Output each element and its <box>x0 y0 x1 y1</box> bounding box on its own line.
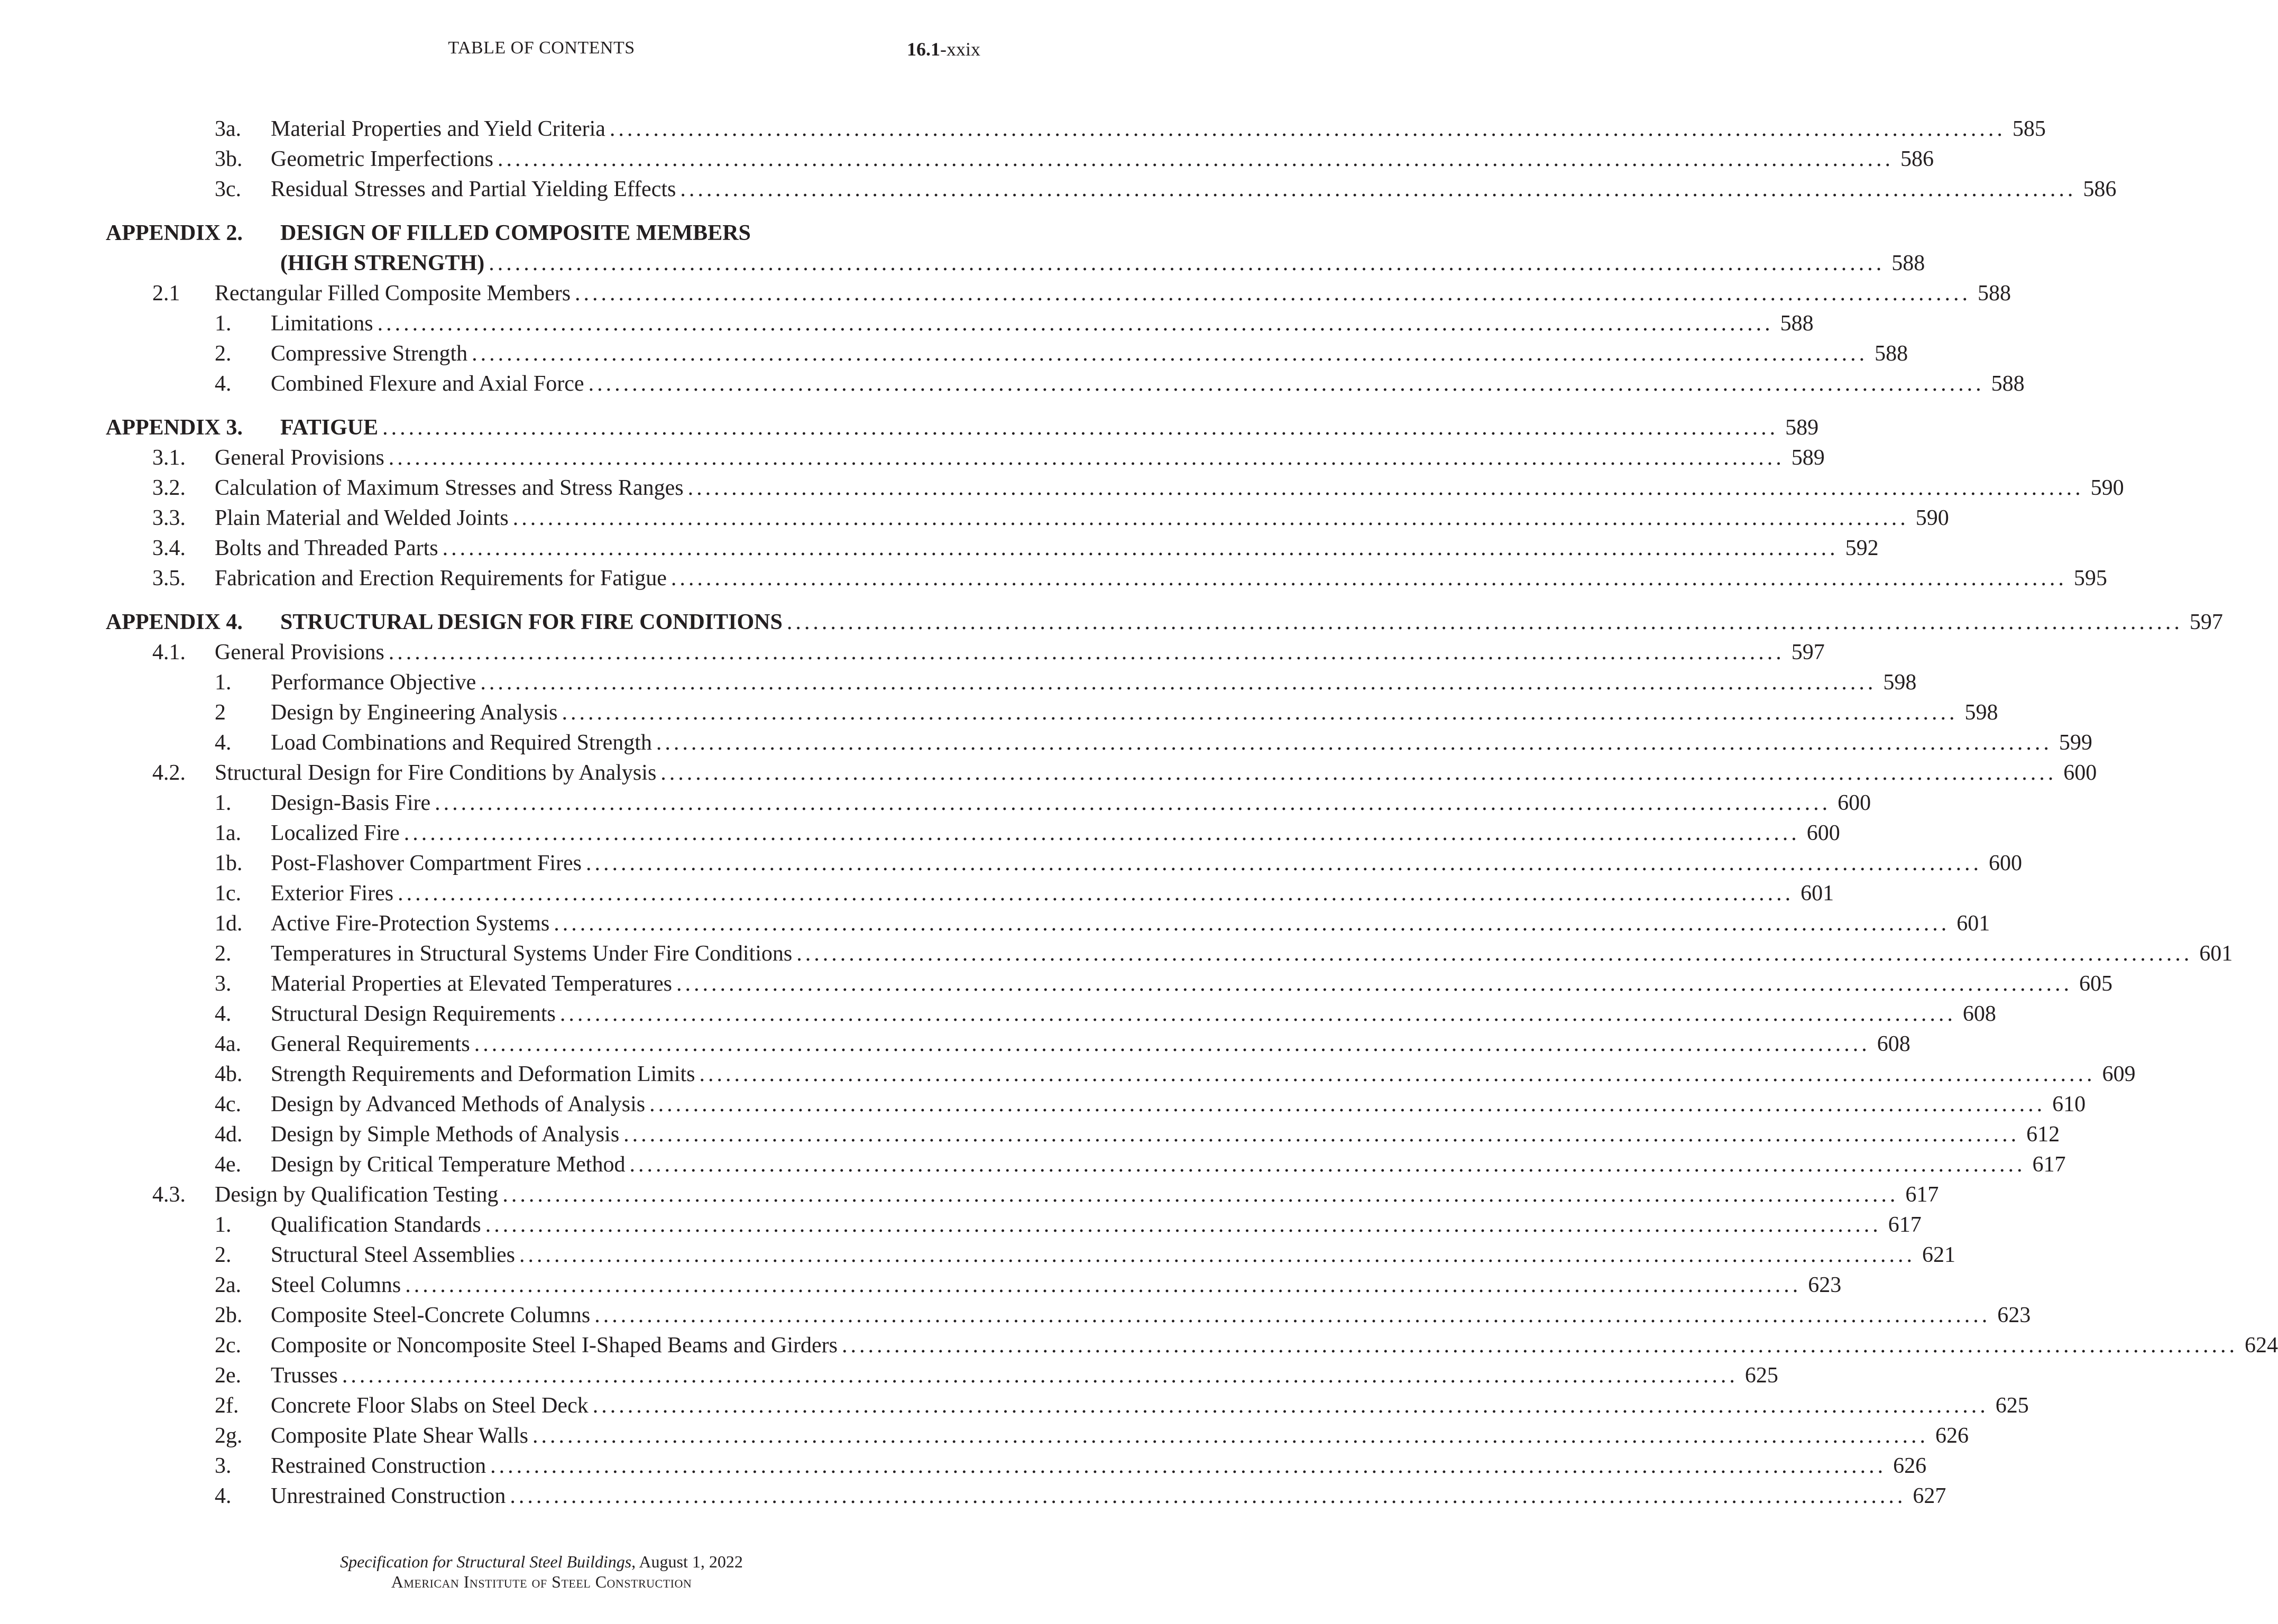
toc-entry-line <box>271 1421 1969 1451</box>
toc-entry-page: 589 <box>1785 416 1819 440</box>
toc-entry-title: Temperatures in Structural Systems Under Fire Conditions <box>271 942 793 966</box>
toc-entry-title: Design by Advanced Methods of Analysis <box>271 1092 646 1116</box>
toc-entry-number: 3.4. <box>152 536 186 560</box>
toc-entry-line <box>271 788 1871 818</box>
toc-entry-line <box>215 638 1825 668</box>
toc-entry-number: 4a. <box>215 1032 242 1056</box>
toc-entry-title: General Provisions <box>215 640 384 665</box>
toc-subsection-entry[interactable] <box>106 339 1908 369</box>
toc-entry-number: 4. <box>215 372 232 396</box>
toc-entry-number: 4. <box>215 731 232 755</box>
toc-entry-page: 601 <box>1801 881 1834 906</box>
toc-entry-title: Combined Flexure and Axial Force <box>271 372 584 396</box>
toc-entry-page: 627 <box>1913 1484 1946 1508</box>
toc-appendix-entry[interactable] <box>106 413 1819 443</box>
running-header-page-number <box>907 38 980 60</box>
toc-entry-page: 597 <box>1791 640 1825 665</box>
dot-leader: ................................................................................................................................................................ <box>656 731 2052 755</box>
toc-entry-page: 610 <box>2052 1092 2086 1116</box>
toc-entry-number: 1. <box>215 791 232 815</box>
toc-entry-title: Restrained Construction <box>271 1454 486 1478</box>
toc-subsection-entry[interactable] <box>106 668 1917 698</box>
dot-leader: ................................................................................................................................................................ <box>442 536 1839 560</box>
toc-entry-title: Composite Steel-Concrete Columns <box>271 1303 591 1327</box>
toc-entry-page: 625 <box>1744 1363 1778 1388</box>
dot-leader: ................................................................................................................................................................ <box>687 476 2084 500</box>
toc-entry-line <box>280 218 980 248</box>
dot-leader: ................................................................................................................................................................ <box>490 1454 1887 1478</box>
toc-entry-line <box>271 1029 1910 1059</box>
toc-entry-number: 3.5. <box>152 566 186 590</box>
toc-subsection-entry[interactable] <box>106 144 1934 174</box>
toc-entry-title: Bolts and Threaded Parts <box>215 536 438 560</box>
toc-entry-title: Calculation of Maximum Stresses and Stress Ranges <box>215 476 684 500</box>
toc-entry-title: Qualification Standards <box>271 1213 481 1237</box>
dot-leader: ................................................................................................................................................................ <box>502 1183 1899 1207</box>
toc-entry-line <box>215 473 2124 503</box>
toc-entry-title: (HIGH STRENGTH) <box>280 251 485 275</box>
toc-entry-number: 4. <box>215 1484 232 1508</box>
toc-entry-number: 2. <box>215 942 232 966</box>
toc-section-entry[interactable] <box>106 279 2011 309</box>
dot-leader: ................................................................................................................................................................ <box>629 1152 2026 1177</box>
dot-leader: ................................................................................................................................................................ <box>403 821 1800 845</box>
toc-entry-number: 2 <box>215 700 226 725</box>
toc-entry-line <box>271 1391 2029 1421</box>
dot-leader: ................................................................................................................................................................ <box>398 881 1794 906</box>
toc-subsection-entry[interactable] <box>106 369 2025 399</box>
dot-leader: ................................................................................................................................................................ <box>623 1122 2020 1147</box>
toc-appendix-entry[interactable] <box>106 248 1925 279</box>
toc-entry-page: 588 <box>1780 311 1814 336</box>
dot-leader: ................................................................................................................................................................ <box>786 610 2183 634</box>
toc-entry-line <box>280 413 1819 443</box>
toc-entry-number: 3. <box>215 972 232 996</box>
dot-leader: ................................................................................................................................................................ <box>609 117 2006 141</box>
toc-entry-page: 621 <box>1922 1243 1955 1267</box>
toc-entry-title: Composite or Noncomposite Steel I-Shaped Beams and Girders <box>271 1333 838 1358</box>
toc-entry-title: Post-Flashover Compartment Fires <box>271 851 582 875</box>
toc-entry-page: 588 <box>1991 372 2025 396</box>
toc-entry-page: 599 <box>2059 731 2092 755</box>
footer-date: , August 1, 2022 <box>631 1552 743 1571</box>
toc-subsection-entry[interactable] <box>106 309 1814 339</box>
toc-section-entry[interactable] <box>106 1180 1939 1210</box>
toc-entry-number: 1b. <box>215 851 243 875</box>
toc-entry-title: Active Fire-Protection Systems <box>271 911 550 936</box>
toc-entry-line <box>271 1120 2060 1150</box>
toc-entry-page: 589 <box>1791 446 1825 470</box>
toc-subsection-entry[interactable] <box>106 1481 1946 1511</box>
footer-publisher: American Institute of Steel Construction <box>391 1572 692 1591</box>
dot-leader: ................................................................................................................................................................ <box>405 1273 1802 1297</box>
dot-leader: ................................................................................................................................................................ <box>497 147 1894 171</box>
toc-subsection-entry[interactable] <box>106 1361 1778 1391</box>
toc-entry-page: 601 <box>1956 911 1990 936</box>
toc-entry-title: Structural Design for Fire Conditions by Analysis <box>215 761 657 785</box>
dot-leader: ................................................................................................................................................................ <box>342 1363 1738 1388</box>
toc-entry-page: 590 <box>1915 506 1949 530</box>
toc-entry-number: 2e. <box>215 1363 242 1388</box>
toc-entry-title: Compressive Strength <box>271 342 468 366</box>
toc-subsection-entry[interactable] <box>106 969 2112 999</box>
toc-subsection-entry[interactable] <box>106 848 2022 879</box>
toc-entry-line <box>271 999 1996 1029</box>
toc-entry-number: 4.3. <box>152 1183 186 1207</box>
footer-spec-line <box>0 1552 1083 1572</box>
toc-entry-number: APPENDIX 2. <box>106 221 243 245</box>
toc-entry-title: Material Properties and Yield Criteria <box>271 117 605 141</box>
toc-entry-page: 626 <box>1893 1454 1927 1478</box>
toc-entry-page: 626 <box>1935 1424 1969 1448</box>
toc-entry-number: 1a. <box>215 821 242 845</box>
toc-entry-line <box>271 1240 1955 1270</box>
toc-entry-number: 4. <box>215 1002 232 1026</box>
dot-leader: ................................................................................................................................................................ <box>699 1062 2096 1086</box>
toc-entry-number: 2f. <box>215 1394 239 1418</box>
toc-entry-page: 595 <box>2073 566 2107 590</box>
toc-entry-line <box>271 1210 1922 1240</box>
toc-subsection-entry[interactable] <box>106 1120 2060 1150</box>
toc-entry-title: Structural Design Requirements <box>271 1002 556 1026</box>
page-number-roman: -xxix <box>940 39 980 60</box>
toc-entry-page: 598 <box>1964 700 1998 725</box>
toc-subsection-entry[interactable] <box>106 1240 1955 1270</box>
toc-subsection-entry[interactable] <box>106 1331 2278 1361</box>
toc-section-entry[interactable] <box>106 503 1949 533</box>
toc-entry-number: 3c. <box>215 177 242 201</box>
toc-entry-title: Localized Fire <box>271 821 400 845</box>
toc-entry-line <box>271 879 1834 909</box>
dot-leader: ................................................................................................................................................................ <box>559 1002 1956 1026</box>
dot-leader: ................................................................................................................................................................ <box>388 640 1785 665</box>
toc-section-entry[interactable] <box>106 473 2124 503</box>
toc-subsection-entry[interactable] <box>106 879 1834 909</box>
running-header-title: TABLE OF CONTENTS <box>448 38 635 58</box>
dot-leader: ................................................................................................................................................................ <box>841 1333 2238 1358</box>
toc-entry-line <box>271 369 2025 399</box>
toc-entry-page: 600 <box>1806 821 1840 845</box>
toc-entry-title: Fabrication and Erection Requirements for Fatigue <box>215 566 667 590</box>
toc-entry-title: FATIGUE <box>280 416 379 440</box>
toc-entry-line <box>271 1481 1946 1511</box>
toc-section-entry[interactable] <box>106 533 1879 564</box>
toc-entry-line <box>271 114 2046 144</box>
toc-entry-number: 1. <box>215 670 232 695</box>
dot-leader: ................................................................................................................................................................ <box>472 342 1868 366</box>
toc-entry-number: 3. <box>215 1454 232 1478</box>
toc-entry-line <box>215 564 2107 594</box>
dot-leader: ................................................................................................................................................................ <box>670 566 2067 590</box>
toc-entry-page: 586 <box>2083 177 2117 201</box>
toc-entry-line <box>271 1300 2031 1331</box>
dot-leader: ................................................................................................................................................................ <box>585 851 1982 875</box>
dot-leader: ................................................................................................................................................................ <box>594 1303 1991 1327</box>
dot-leader: ................................................................................................................................................................ <box>435 791 1831 815</box>
dot-leader: ................................................................................................................................................................ <box>512 506 1909 530</box>
toc-section-entry[interactable] <box>106 443 1825 473</box>
toc-entry-title: Composite Plate Shear Walls <box>271 1424 528 1448</box>
toc-entry-page: 623 <box>1808 1273 1842 1297</box>
toc-entry-page: 605 <box>2079 972 2112 996</box>
table-of-contents <box>106 114 2278 1511</box>
toc-entry-number: 4e. <box>215 1152 242 1177</box>
toc-entry-page: 590 <box>2090 476 2124 500</box>
toc-entry-title: DESIGN OF FILLED COMPOSITE MEMBERS <box>280 221 751 245</box>
toc-subsection-entry[interactable] <box>106 728 2092 758</box>
toc-subsection-entry[interactable] <box>106 174 2117 205</box>
toc-entry-number: 2a. <box>215 1273 242 1297</box>
toc-entry-number: 3a. <box>215 117 242 141</box>
toc-subsection-entry[interactable] <box>106 818 1840 848</box>
toc-entry-line <box>271 818 1840 848</box>
toc-entry-line <box>271 339 1908 369</box>
toc-entry-page: 600 <box>1838 791 1871 815</box>
toc-entry-line <box>271 1059 2136 1090</box>
toc-entry-line <box>271 1090 2086 1120</box>
toc-entry-page: 609 <box>2102 1062 2136 1086</box>
toc-entry-number: 2. <box>215 342 232 366</box>
toc-entry-line <box>271 668 1917 698</box>
toc-subsection-entry[interactable] <box>106 698 1998 728</box>
toc-entry-title: Unrestrained Construction <box>271 1484 506 1508</box>
toc-subsection-entry[interactable] <box>106 788 1871 818</box>
toc-entry-line <box>215 279 2011 309</box>
toc-entry-number: 4d. <box>215 1122 243 1147</box>
toc-entry-page: 624 <box>2244 1333 2278 1358</box>
toc-entry-number: 1. <box>215 311 232 336</box>
toc-subsection-entry[interactable] <box>106 114 2046 144</box>
toc-entry-number: 3.2. <box>152 476 186 500</box>
toc-entry-line <box>271 698 1998 728</box>
toc-entry-title: Trusses <box>271 1363 338 1388</box>
toc-entry-page: 608 <box>1877 1032 1910 1056</box>
toc-entry-page: 592 <box>1845 536 1879 560</box>
toc-entry-line <box>271 174 2117 205</box>
toc-entry-line <box>280 607 2223 638</box>
dot-leader: ................................................................................................................................................................ <box>592 1394 1989 1418</box>
toc-entry-page: 617 <box>1905 1183 1939 1207</box>
toc-entry-line <box>271 939 2233 969</box>
toc-subsection-entry[interactable] <box>106 1210 1922 1240</box>
toc-entry-line <box>215 758 2097 788</box>
toc-entry-title: Design-Basis Fire <box>271 791 431 815</box>
toc-entry-line <box>271 1150 2066 1180</box>
toc-appendix-entry[interactable] <box>106 607 2223 638</box>
dot-leader: ................................................................................................................................................................ <box>480 670 1877 695</box>
dot-leader: ................................................................................................................................................................ <box>489 251 1885 275</box>
toc-subsection-entry[interactable] <box>106 1300 2031 1331</box>
dot-leader: ................................................................................................................................................................ <box>676 972 2072 996</box>
toc-entry-title: Structural Steel Assemblies <box>271 1243 515 1267</box>
toc-entry-line <box>215 1180 1939 1210</box>
toc-entry-page: 585 <box>2012 117 2046 141</box>
dot-leader: ................................................................................................................................................................ <box>562 700 1958 725</box>
dot-leader: ................................................................................................................................................................ <box>519 1243 1915 1267</box>
toc-entry-line <box>215 533 1879 564</box>
toc-section-entry[interactable] <box>106 564 2107 594</box>
toc-entry-number: 1d. <box>215 911 243 936</box>
toc-entry-number: 4.2. <box>152 761 186 785</box>
toc-subsection-entry[interactable] <box>106 1059 2136 1090</box>
dot-leader: ................................................................................................................................................................ <box>474 1032 1870 1056</box>
toc-entry-title: Exterior Fires <box>271 881 394 906</box>
dot-leader: ................................................................................................................................................................ <box>649 1092 2046 1116</box>
toc-entry-page: 600 <box>1988 851 2022 875</box>
toc-section-entry[interactable] <box>106 638 1825 668</box>
toc-entry-number: 2g. <box>215 1424 243 1448</box>
toc-entry-line <box>271 1451 1927 1481</box>
toc-entry-page: 625 <box>1995 1394 2029 1418</box>
dot-leader: ................................................................................................................................................................ <box>680 177 2077 201</box>
toc-entry-page: 588 <box>1891 251 1925 275</box>
toc-entry-title: Residual Stresses and Partial Yielding Effects <box>271 177 676 201</box>
toc-entry-line <box>280 248 1925 279</box>
toc-entry-page: 617 <box>2032 1152 2066 1177</box>
toc-entry-page: 600 <box>2063 761 2097 785</box>
toc-entry-page: 612 <box>2026 1122 2060 1147</box>
toc-entry-number: 3b. <box>215 147 243 171</box>
toc-subsection-entry[interactable] <box>106 1270 1842 1300</box>
dot-leader: ................................................................................................................................................................ <box>485 1213 1881 1237</box>
toc-entry-title: General Requirements <box>271 1032 470 1056</box>
footer-spec-title: Specification for Structural Steel Buildings <box>340 1552 632 1571</box>
toc-entry-title: Limitations <box>271 311 373 336</box>
toc-entry-line <box>271 1361 1778 1391</box>
toc-entry-title: Geometric Imperfections <box>271 147 493 171</box>
toc-entry-title: General Provisions <box>215 446 384 470</box>
toc-appendix-entry[interactable] <box>106 218 980 248</box>
toc-entry-page: 617 <box>1888 1213 1922 1237</box>
dot-leader: ................................................................................................................................................................ <box>388 446 1785 470</box>
toc-entry-title: Design by Qualification Testing <box>215 1183 499 1207</box>
toc-entry-number: 4.1. <box>152 640 186 665</box>
toc-section-entry[interactable] <box>106 758 2097 788</box>
toc-subsection-entry[interactable] <box>106 1421 1969 1451</box>
toc-entry-title: Plain Material and Welded Joints <box>215 506 509 530</box>
toc-entry-page: 623 <box>1997 1303 2031 1327</box>
toc-entry-number: 2b. <box>215 1303 243 1327</box>
toc-subsection-entry[interactable] <box>106 1029 1910 1059</box>
dot-leader: ................................................................................................................................................................ <box>660 761 2057 785</box>
toc-entry-page: 608 <box>1962 1002 1996 1026</box>
page-number-bold: 16.1 <box>907 39 940 60</box>
toc-subsection-entry[interactable] <box>106 1451 1927 1481</box>
toc-entry-line <box>271 1331 2278 1361</box>
toc-entry-title: Rectangular Filled Composite Members <box>215 281 571 306</box>
toc-entry-number: 4c. <box>215 1092 242 1116</box>
toc-entry-title: Steel Columns <box>271 1273 401 1297</box>
dot-leader: ................................................................................................................................................................ <box>796 942 2193 966</box>
toc-entry-line <box>215 443 1825 473</box>
dot-leader: ................................................................................................................................................................ <box>575 281 1971 306</box>
dot-leader: ................................................................................................................................................................ <box>510 1484 1906 1508</box>
toc-subsection-entry[interactable] <box>106 909 1990 939</box>
dot-leader: ................................................................................................................................................................ <box>377 311 1774 336</box>
toc-entry-line <box>271 728 2092 758</box>
toc-entry-page: 588 <box>1875 342 1908 366</box>
dot-leader: ................................................................................................................................................................ <box>588 372 1985 396</box>
toc-entry-title: Design by Simple Methods of Analysis <box>271 1122 620 1147</box>
toc-entry-number: APPENDIX 3. <box>106 416 243 440</box>
toc-entry-line <box>271 969 2112 999</box>
toc-entry-page: 601 <box>2199 942 2233 966</box>
toc-entry-title: Performance Objective <box>271 670 476 695</box>
toc-entry-title: Load Combinations and Required Strength <box>271 731 652 755</box>
toc-entry-line <box>271 848 2022 879</box>
dot-leader: ................................................................................................................................................................ <box>532 1424 1928 1448</box>
toc-entry-number: 4b. <box>215 1062 243 1086</box>
toc-entry-line <box>215 503 1949 533</box>
toc-entry-number: 1c. <box>215 881 242 906</box>
toc-entry-line <box>271 309 1814 339</box>
toc-entry-page: 588 <box>1978 281 2011 306</box>
toc-entry-number: 2c. <box>215 1333 242 1358</box>
toc-entry-title: Material Properties at Elevated Temperatures <box>271 972 672 996</box>
toc-entry-number: 2. <box>215 1243 232 1267</box>
dot-leader: ................................................................................................................................................................ <box>554 911 1950 936</box>
toc-entry-line <box>271 1270 1842 1300</box>
toc-entry-number: 3.1. <box>152 446 186 470</box>
toc-entry-number: 1. <box>215 1213 232 1237</box>
toc-entry-number: 3.3. <box>152 506 186 530</box>
toc-subsection-entry[interactable] <box>106 1090 2086 1120</box>
toc-entry-page: 598 <box>1883 670 1917 695</box>
toc-entry-number: APPENDIX 4. <box>106 610 243 634</box>
dot-leader: ................................................................................................................................................................ <box>382 416 1779 440</box>
toc-entry-line <box>271 909 1990 939</box>
toc-entry-page: 586 <box>1900 147 1934 171</box>
toc-entry-title: STRUCTURAL DESIGN FOR FIRE CONDITIONS <box>280 610 783 634</box>
toc-subsection-entry[interactable] <box>106 1150 2066 1180</box>
toc-entry-title: Strength Requirements and Deformation Limits <box>271 1062 695 1086</box>
toc-entry-title: Design by Critical Temperature Method <box>271 1152 626 1177</box>
toc-entry-title: Design by Engineering Analysis <box>271 700 558 725</box>
toc-subsection-entry[interactable] <box>106 939 2233 969</box>
toc-entry-title: Concrete Floor Slabs on Steel Deck <box>271 1394 589 1418</box>
toc-subsection-entry[interactable] <box>106 1391 2029 1421</box>
toc-entry-number: 2.1 <box>152 281 180 306</box>
toc-entry-page: 597 <box>2189 610 2223 634</box>
toc-subsection-entry[interactable] <box>106 999 1996 1029</box>
toc-entry-line <box>271 144 1934 174</box>
